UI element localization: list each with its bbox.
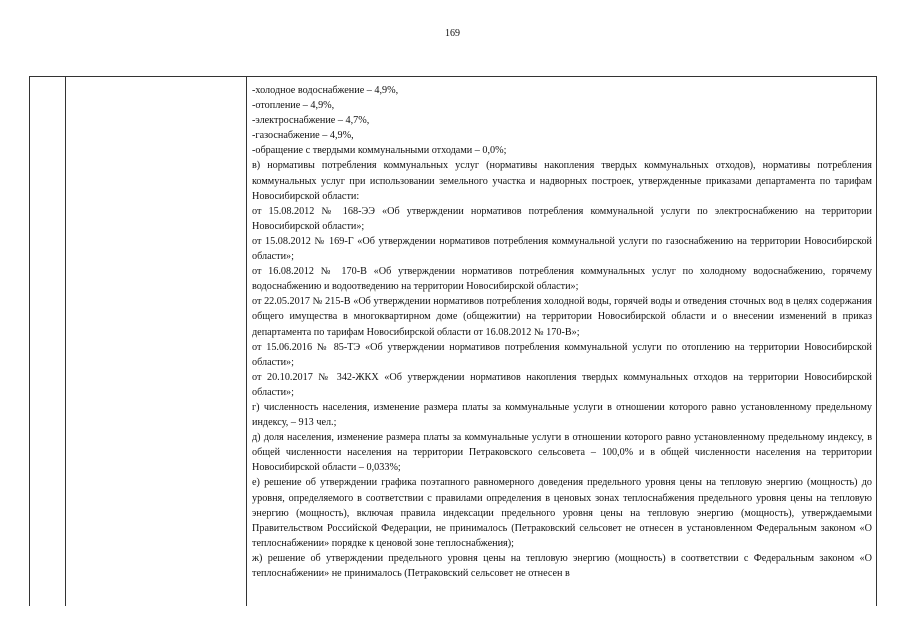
paragraph: г) численность населения, изменение размера платы за коммунальные услуги в отношении которого равно установленному предельному индексу, – 913 чел.; [252,401,872,429]
paragraph: от 20.10.2017 № 342-ЖКХ «Об утверждении нормативов накопления твердых коммунальных отходов на территории Новосибирской области»; [252,371,872,398]
paragraph: -газоснабжение – 4,9%, [252,130,354,142]
paragraph: ж) решение об утверждении предельного уровня цены на тепловую энергию (мощность) в соответствии с Федеральным законом «О теплоснабжении» не принималось (Петраковский сельсовет не отнесен в [252,552,872,579]
table-cell-content [252,83,872,581]
paragraph: д) доля населения, изменение размера платы за коммунальные услуги в отношении которого равно установленному предельному индексу, в общей численности населения на территории Петраковского сельсовета – 100,0% и в общей численности населения на территории Новосибирской области – 0,033%; [252,432,872,474]
paragraph: -обращение с твердыми коммунальными отходами – 0,0%; [252,145,507,157]
paragraph: е) решение об утверждении графика поэтапного равномерного доведения предельного уровня цены на тепловую энергию (мощность) до уровня, определяемого в соответствии с правилами определения в ценовых зонах теплоснабжения предельного уровня цены на тепловую энергию (мощность), включая правила индексации предельного уровня цены на тепловую энергию (мощность), утверждаемыми Правительством Российской Федерации, не принималось (Петраковский сельсовет не отнесен в установленном Федеральным законом «О теплоснабжении» порядке к ценовой зоне теплоснабжения); [252,477,872,549]
column-divider [246,77,247,606]
document-table [29,76,877,606]
paragraph: от 15.08.2012 № 169-Г «Об утверждении нормативов потребления коммунальной услуги по газоснабжению на территории Новосибирской области»; [252,235,872,263]
page-number: 169 [445,28,460,39]
paragraph: от 16.08.2012 № 170-В «Об утверждении нормативов потребления коммунальных услуг по холодному водоснабжению, горячему водоснабжению и водоотведению на территории Новосибирской области»; [252,266,872,293]
paragraph: от 15.06.2016 № 85-ТЭ «Об утверждении нормативов потребления коммунальной услуги по отоплению на территории Новосибирской области»; [252,341,872,368]
paragraph: -отопление – 4,9%, [252,100,335,112]
paragraph: от 15.08.2012 № 168-ЭЭ «Об утверждении нормативов потребления коммунальной услуги по электроснабжению на территории Новосибирской области»; [252,205,872,232]
paragraph: -холодное водоснабжение – 4,9%, [252,85,399,96]
column-divider [65,77,66,606]
paragraph: в) нормативы потребления коммунальных услуг (нормативы накопления твердых коммунальных отходов), нормативы потребления коммунальных услуг при использовании земельного участка и надворных построек, утвержденные приказами департамента по тарифам Новосибирской области: [252,160,872,202]
paragraph: от 22.05.2017 № 215-В «Об утверждении нормативов потребления холодной воды, горячей воды и отведения сточных вод в целях содержания общего имущества в многоквартирном доме (общежитии) на территории Новосибирской области и о внесении изменений в приказ департамента по тарифам Новосибирской области от 16.08.2012 № 170-В»; [252,296,872,338]
paragraph: -электроснабжение – 4,7%, [252,115,370,127]
